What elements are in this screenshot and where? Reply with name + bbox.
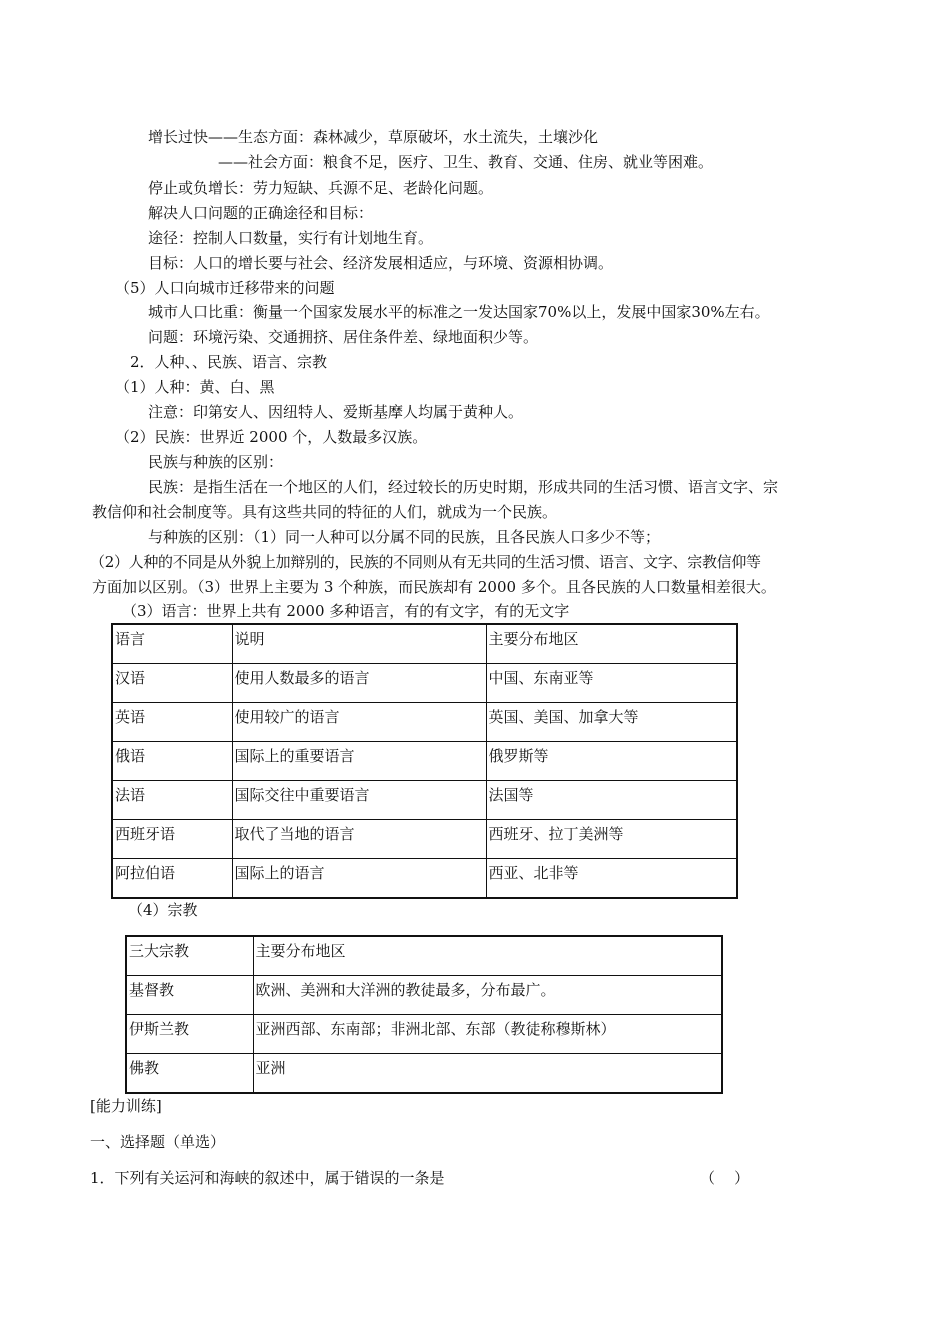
text-line: 城市人口比重：衡量一个国家发展水平的标准之一发达国家70%以上，发展中国家30%左右。: [148, 303, 770, 321]
section-heading: 一、选择题（单选）: [90, 1133, 226, 1151]
table-cell: 中国、东南亚等: [486, 664, 737, 703]
language-table: [111, 623, 738, 899]
table-cell: 俄语: [112, 742, 232, 781]
table-cell: 欧洲、美洲和大洋洲的教徒最多，分布最广。: [253, 976, 722, 1015]
table-cell: 国际上的重要语言: [232, 742, 486, 781]
table-row: [112, 742, 737, 781]
table-cell: 基督教: [126, 976, 253, 1015]
text-line: 问题：环境污染、交通拥挤、居住条件差、绿地面积少等。: [148, 328, 539, 346]
section-heading: [能力训练]: [90, 1097, 162, 1115]
text-line: 停止或负增长：劳力短缺、兵源不足、老龄化问题。: [148, 179, 494, 197]
table-cell: 国际交往中重要语言: [232, 781, 486, 820]
table-cell: 西班牙、拉丁美洲等: [486, 820, 737, 859]
text-line: 途径：控制人口数量，实行有计划地生育。: [148, 229, 434, 247]
text-line: 民族与种族的区别：: [148, 453, 284, 471]
text-line: 民族：是指生活在一个地区的人们，经过较长的历史时期，形成共同的生活习惯、语言文字、宗: [148, 478, 779, 496]
table-cell: 佛教: [126, 1054, 253, 1094]
table-cell: 英语: [112, 703, 232, 742]
table-cell: 使用人数最多的语言: [232, 664, 486, 703]
table-header-row: [126, 936, 722, 976]
text-line: 目标：人口的增长要与社会、经济发展相适应，与环境、资源相协调。: [148, 254, 614, 272]
text-line: 教信仰和社会制度等。具有这些共同的特征的人们，就成为一个民族。: [92, 503, 558, 521]
text-line: 解决人口问题的正确途径和目标：: [148, 204, 374, 222]
section-heading: （3）语言：世界上共有 2000 多种语言，有的有文字，有的无文字: [122, 602, 570, 620]
table-cell: 取代了当地的语言: [232, 820, 486, 859]
text-line: 注意：印第安人、因纽特人、爱斯基摩人均属于黄种人。: [148, 403, 524, 421]
text-line: （2）人种的不同是从外貌上加辩别的，民族的不同则从有无共同的生活习惯、语言、文字、宗教信仰等: [90, 553, 761, 571]
answer-blank[interactable]: （ ）: [700, 1169, 750, 1187]
section-heading: 2．人种、、民族、语言、宗教: [130, 353, 328, 371]
table-cell: 法国等: [486, 781, 737, 820]
table-header-cell: 主要分布地区: [253, 936, 722, 976]
table-header-cell: 说明: [232, 624, 486, 664]
section-heading: （1）人种：黄、白、黑: [115, 378, 275, 396]
table-cell: 汉语: [112, 664, 232, 703]
table-row: [112, 703, 737, 742]
table-cell: 西班牙语: [112, 820, 232, 859]
table-cell: 英国、美国、加拿大等: [486, 703, 737, 742]
text-line: 增长过快——生态方面：森林减少，草原破坏，水土流失，土壤沙化: [148, 128, 599, 146]
text-line: ——社会方面：粮食不足，医疗、卫生、教育、交通、住房、就业等困难。: [218, 153, 714, 171]
table-cell: 阿拉伯语: [112, 859, 232, 899]
section-heading: （2）民族：世界近 2000 个，人数最多汉族。: [115, 428, 428, 446]
section-heading: （4）宗教: [128, 901, 198, 919]
table-cell: 法语: [112, 781, 232, 820]
table-header-cell: 语言: [112, 624, 232, 664]
table-row: [112, 820, 737, 859]
table-row: [126, 1054, 722, 1094]
table-row: [126, 1015, 722, 1054]
table-cell: 西亚、北非等: [486, 859, 737, 899]
table-header-cell: 三大宗教: [126, 936, 253, 976]
religion-table: [125, 935, 723, 1094]
table-row: [112, 664, 737, 703]
table-cell: 俄罗斯等: [486, 742, 737, 781]
table-row: [112, 859, 737, 899]
text-line: 与种族的区别：（1）同一人种可以分属不同的民族，且各民族人口多少不等；: [148, 528, 661, 546]
table-cell: 国际上的语言: [232, 859, 486, 899]
table-header-row: [112, 624, 737, 664]
table-cell: 伊斯兰教: [126, 1015, 253, 1054]
question-text: 1．下列有关运河和海峡的叙述中，属于错误的一条是: [90, 1169, 445, 1187]
section-heading: （5）人口向城市迁移带来的问题: [115, 279, 335, 297]
table-cell: 亚洲: [253, 1054, 722, 1094]
table-cell: 亚洲西部、东南部；非洲北部、东部（教徒称穆斯林）: [253, 1015, 722, 1054]
table-cell: 使用较广的语言: [232, 703, 486, 742]
table-header-cell: 主要分布地区: [486, 624, 737, 664]
text-line: 方面加以区别。（3）世界上主要为 3 个种族，而民族却有 2000 多个。且各民族的人口数量相差很大。: [92, 578, 776, 596]
table-row: [112, 781, 737, 820]
table-row: [126, 976, 722, 1015]
